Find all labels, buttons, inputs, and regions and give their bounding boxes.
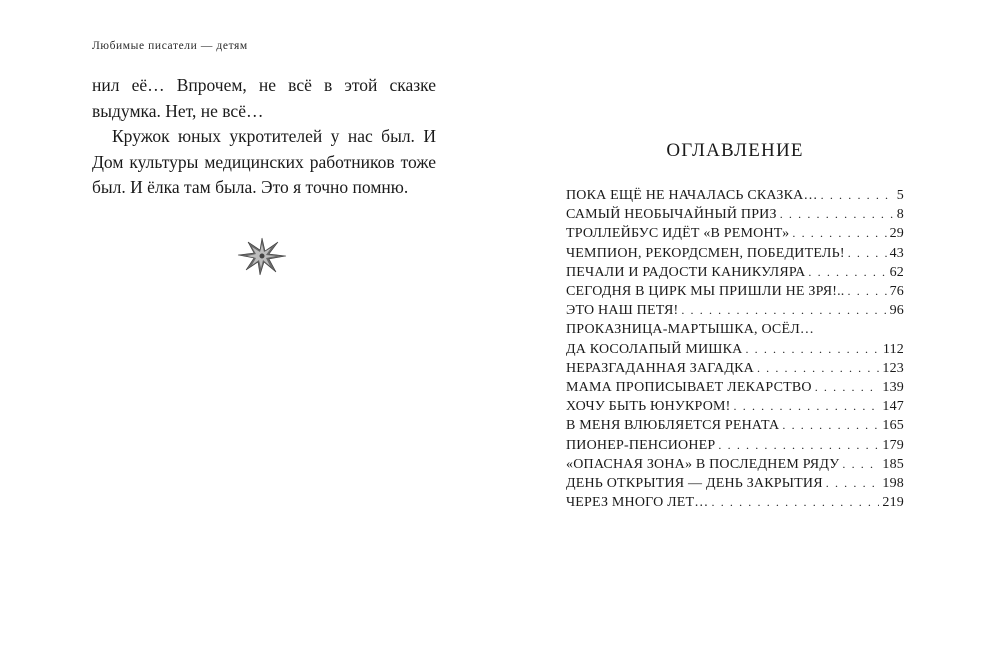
toc-leader-dots (808, 263, 886, 282)
toc-entry-page: 76 (889, 284, 904, 300)
toc-entry[interactable] (566, 224, 904, 243)
toc-entry[interactable] (566, 282, 904, 301)
toc-entry[interactable] (566, 455, 904, 474)
toc-entry[interactable] (566, 378, 904, 397)
toc-entry-page: 139 (882, 380, 904, 396)
toc-leader-dots (821, 186, 894, 205)
toc-leader-dots (712, 493, 880, 512)
toc-entry-page: 147 (882, 399, 904, 415)
toc-entry-page: 96 (889, 303, 904, 319)
toc-entry-title: ХОЧУ БЫТЬ ЮНУКРОМ! (566, 399, 731, 415)
star-ornament-icon (236, 236, 288, 276)
toc-entry-title: «ОПАСНАЯ ЗОНА» В ПОСЛЕДНЕМ РЯДУ (566, 456, 840, 472)
toc-entry[interactable] (566, 397, 904, 416)
toc-entry-title: САМЫЙ НЕОБЫЧАЙНЫЙ ПРИЗ (566, 207, 777, 223)
paragraph: Кружок юных укротителей у нас был. И Дом культуры медицинских работников тоже был. И ёлка там была. Это я точно помню. (92, 126, 436, 197)
toc-leader-dots (826, 474, 880, 493)
toc-entry-title: НЕРАЗГАДАННАЯ ЗАГАДКА (566, 360, 754, 376)
toc-title: ОГЛАВЛЕНИЕ (666, 140, 804, 161)
toc-leader-dots (792, 224, 886, 243)
toc-entry-page: 179 (882, 437, 904, 453)
toc-entry-page: 165 (882, 418, 904, 434)
running-head: Любимые писатели — детям (92, 40, 248, 52)
toc-entry[interactable] (566, 186, 904, 205)
toc-entry-title: ЧЕРЕЗ МНОГО ЛЕТ… (566, 495, 709, 511)
toc-leader-dots (757, 359, 879, 378)
toc-leader-dots (848, 244, 887, 263)
toc-entry-page: 8 (896, 207, 904, 223)
toc-entry[interactable] (566, 493, 904, 512)
toc-entry-title: ДЕНЬ ОТКРЫТИЯ — ДЕНЬ ЗАКРЫТИЯ (566, 476, 823, 492)
toc-entry[interactable] (566, 205, 904, 224)
toc-entry-title: В МЕНЯ ВЛЮБЛЯЕТСЯ РЕНАТА (566, 418, 780, 434)
toc-entry[interactable] (566, 301, 904, 320)
toc-entry-title: СЕГОДНЯ В ЦИРК МЫ ПРИШЛИ НЕ ЗРЯ!.. (566, 284, 845, 300)
toc-entry-page: 29 (889, 226, 904, 242)
toc-entry[interactable] (566, 474, 904, 493)
toc-leader-dots (848, 282, 887, 301)
toc-entry-page: 112 (882, 341, 904, 357)
toc-entry-page: 185 (882, 456, 904, 472)
toc-leader-dots (815, 378, 880, 397)
body-text (92, 73, 436, 201)
toc-entry-title: ЧЕМПИОН, РЕКОРДСМЕН, ПОБЕДИТЕЛЬ! (566, 245, 845, 261)
toc-entry-title: ПОКА ЕЩЁ НЕ НАЧАЛАСЬ СКАЗКА… (566, 188, 818, 203)
paragraph: нил её… Впрочем, не всё в этой сказке выдумка. Нет, не всё… (92, 75, 436, 121)
toc-entry-title-line1[interactable]: ПРОКАЗНИЦА-МАРТЫШКА, ОСЁЛ… (566, 322, 815, 338)
toc-entry-title: ПЕЧАЛИ И РАДОСТИ КАНИКУЛЯРА (566, 264, 806, 280)
toc-entry[interactable] (566, 340, 904, 359)
toc-entry-title: МАМА ПРОПИСЫВАЕТ ЛЕКАРСТВО (566, 380, 812, 396)
toc-entry[interactable] (566, 263, 904, 282)
toc-entry-page: 5 (896, 188, 904, 203)
toc-entry-page: 43 (889, 245, 904, 261)
toc-entry-title: ПИОНЕР-ПЕНСИОНЕР (566, 437, 716, 453)
toc-entry-title: ДА КОСОЛАПЫЙ МИШКА (566, 341, 743, 357)
toc-leader-dots (734, 397, 880, 416)
table-of-contents (566, 186, 904, 512)
toc-entry-page: 62 (889, 264, 904, 280)
toc-leader-dots (780, 205, 894, 224)
toc-leader-dots (842, 455, 879, 474)
toc-entry-title: ТРОЛЛЕЙБУС ИДЁТ «В РЕМОНТ» (566, 226, 790, 242)
toc-leader-dots (681, 301, 886, 320)
toc-entry-page: 123 (882, 360, 904, 376)
toc-entry-title: ЭТО НАШ ПЕТЯ! (566, 303, 679, 319)
toc-entry-page: 198 (882, 476, 904, 492)
toc-entry[interactable] (566, 359, 904, 378)
toc-entry[interactable] (566, 416, 904, 435)
toc-entry[interactable] (566, 436, 904, 455)
toc-entry-page: 219 (882, 495, 904, 511)
toc-leader-dots (745, 340, 879, 359)
toc-leader-dots (782, 416, 879, 435)
toc-leader-dots (718, 436, 879, 455)
toc-entry[interactable] (566, 244, 904, 263)
